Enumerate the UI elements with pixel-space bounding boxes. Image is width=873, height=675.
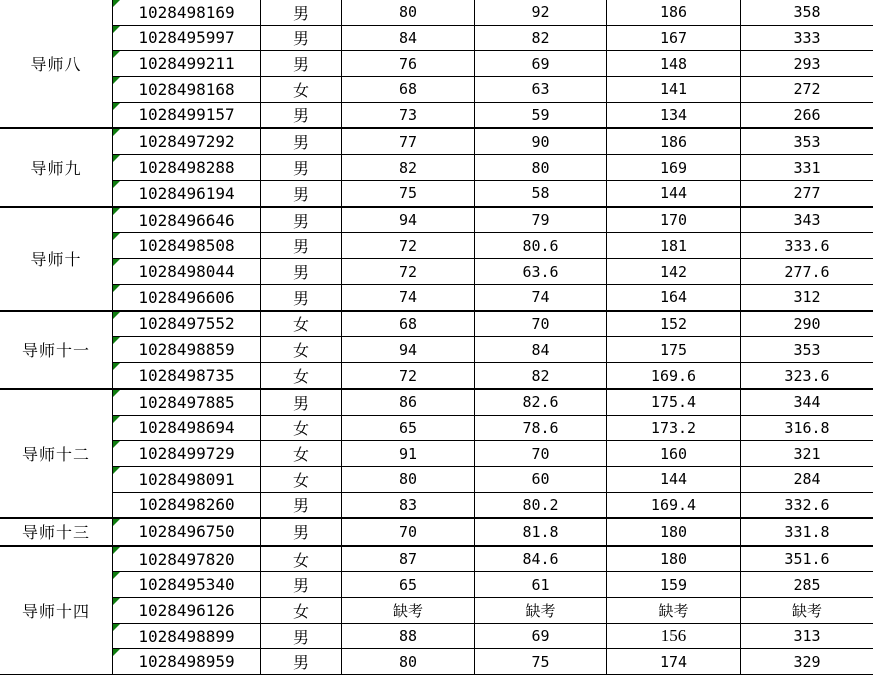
cell-corner-marker-icon [113, 0, 120, 7]
total-score-cell[interactable]: 353 [793, 340, 821, 359]
score2-cell[interactable]: 82 [475, 26, 607, 51]
score3-cell[interactable]: 169.4 [607, 493, 741, 518]
score3-cell[interactable]: 152 [607, 312, 741, 337]
group-rows [113, 129, 873, 205]
total-score-cell[interactable]: 290 [793, 314, 821, 333]
total-score-cell[interactable]: 266 [793, 105, 821, 124]
score3-cell[interactable]: 159 [607, 572, 741, 597]
table-row [113, 312, 873, 338]
cell-corner-marker-icon [113, 233, 120, 240]
table-row [113, 337, 873, 363]
score3-cell[interactable]: 186 [607, 129, 741, 154]
cell-corner-marker-icon [113, 208, 120, 215]
total-score-cell[interactable]: 277.6 [784, 262, 830, 281]
student-id-cell[interactable]: 1028497292 [113, 129, 261, 154]
cell-corner-marker-icon [113, 77, 120, 84]
tutor-group [0, 0, 873, 129]
cell-corner-marker-icon [113, 181, 120, 188]
table-row [113, 441, 873, 467]
score3-cell[interactable]: 160 [607, 441, 741, 466]
tutor-group [0, 208, 873, 312]
student-id-cell[interactable]: 1028498044 [113, 259, 261, 284]
gender-cell[interactable]: 男 [261, 51, 342, 76]
score2-cell[interactable]: 80.6 [475, 233, 607, 258]
score1-cell[interactable]: 73 [342, 103, 475, 128]
table-row [113, 416, 873, 442]
score1-cell[interactable]: 88 [342, 624, 475, 649]
tutor-name-cell[interactable]: 导师十 [0, 208, 113, 310]
total-score-cell[interactable]: 329 [793, 652, 821, 671]
score2-cell[interactable]: 84.6 [475, 547, 607, 572]
table-row [113, 572, 873, 598]
score1-cell[interactable]: 72 [342, 363, 475, 388]
table-row [113, 467, 873, 493]
score1-cell[interactable]: 74 [342, 285, 475, 310]
gender-cell[interactable]: 男 [261, 624, 342, 649]
group-rows [113, 547, 873, 674]
cell-corner-marker-icon [113, 312, 120, 319]
table-row [113, 390, 873, 416]
student-id-cell[interactable]: 1028495340 [113, 572, 261, 597]
gender-cell[interactable]: 男 [261, 103, 342, 128]
tutor-name-cell[interactable]: 导师十一 [0, 312, 113, 388]
student-id-cell[interactable]: 1028499157 [113, 103, 261, 128]
score1-cell[interactable]: 68 [342, 77, 475, 102]
gender-cell[interactable]: 女 [261, 467, 342, 492]
score2-cell[interactable]: 75 [475, 649, 607, 674]
cell-corner-marker-icon [113, 155, 120, 162]
gender-cell[interactable]: 男 [261, 155, 342, 180]
score3-cell[interactable]: 169.6 [607, 363, 741, 388]
score1-cell[interactable]: 86 [342, 390, 475, 415]
tutor-group [0, 129, 873, 207]
student-id-cell[interactable]: 1028498899 [113, 624, 261, 649]
table-row [113, 598, 873, 624]
group-rows [113, 0, 873, 127]
total-score-cell[interactable]: 缺考 [791, 601, 822, 620]
student-id-cell[interactable]: 1028498169 [113, 0, 261, 25]
student-id-cell[interactable]: 1028498859 [113, 337, 261, 362]
score1-cell[interactable]: 94 [342, 208, 475, 233]
cell-corner-marker-icon [113, 416, 120, 423]
gender-cell[interactable]: 男 [261, 493, 342, 518]
score3-cell[interactable]: 186 [607, 0, 741, 25]
score1-cell[interactable]: 87 [342, 547, 475, 572]
tutor-group [0, 519, 873, 546]
score2-cell[interactable]: 92 [475, 0, 607, 25]
score1-cell[interactable]: 65 [342, 416, 475, 441]
score2-cell[interactable]: 79 [475, 208, 607, 233]
gender-cell[interactable]: 女 [261, 441, 342, 466]
score2-cell[interactable]: 58 [475, 181, 607, 206]
cell-corner-marker-icon [113, 598, 120, 605]
table-row [113, 259, 873, 285]
gender-cell[interactable]: 男 [261, 572, 342, 597]
score1-cell[interactable]: 91 [342, 441, 475, 466]
table-row [113, 363, 873, 388]
total-score-cell[interactable]: 323.6 [784, 366, 830, 385]
tutor-group [0, 312, 873, 390]
score3-cell[interactable]: 164 [607, 285, 741, 310]
cell-corner-marker-icon [113, 51, 120, 58]
gender-cell[interactable]: 男 [261, 285, 342, 310]
gender-cell[interactable]: 男 [261, 208, 342, 233]
group-rows [113, 390, 873, 517]
score3-cell[interactable]: 181 [607, 233, 741, 258]
score1-cell[interactable]: 75 [342, 181, 475, 206]
table-row [113, 103, 873, 128]
score1-cell[interactable]: 72 [342, 233, 475, 258]
score2-cell[interactable]: 59 [475, 103, 607, 128]
score2-cell[interactable]: 缺考 [475, 598, 607, 623]
score3-cell[interactable]: 144 [607, 467, 741, 492]
student-id-cell[interactable]: 1028499211 [113, 51, 261, 76]
gender-cell[interactable]: 男 [261, 181, 342, 206]
cell-corner-marker-icon [113, 26, 120, 33]
score3-cell[interactable]: 148 [607, 51, 741, 76]
student-id-cell[interactable]: 1028498735 [113, 363, 261, 388]
gender-cell[interactable]: 男 [261, 26, 342, 51]
gender-cell[interactable]: 女 [261, 547, 342, 572]
table-row [113, 649, 873, 674]
tutor-name-cell[interactable]: 导师十三 [0, 519, 113, 544]
tutor-name-cell[interactable]: 导师十四 [0, 547, 113, 674]
total-score-cell[interactable]: 312 [793, 288, 821, 307]
group-rows [113, 519, 873, 544]
gender-cell[interactable]: 女 [261, 77, 342, 102]
cell-corner-marker-icon [113, 441, 120, 448]
total-score-cell[interactable]: 285 [793, 575, 821, 594]
score1-cell[interactable]: 72 [342, 259, 475, 284]
total-score-cell[interactable]: 293 [793, 54, 821, 73]
cell-corner-marker-icon [113, 519, 120, 526]
table-row [113, 285, 873, 310]
tutor-name-cell[interactable]: 导师九 [0, 129, 113, 205]
gender-cell[interactable]: 男 [261, 0, 342, 25]
score2-cell[interactable]: 78.6 [475, 416, 607, 441]
total-score-cell[interactable]: 313 [793, 627, 821, 646]
gender-cell[interactable]: 女 [261, 312, 342, 337]
student-id-cell[interactable]: 1028496126 [113, 598, 261, 623]
cell-corner-marker-icon [113, 259, 120, 266]
score1-cell[interactable]: 70 [342, 519, 475, 544]
score2-cell[interactable]: 69 [475, 51, 607, 76]
gender-cell[interactable]: 女 [261, 337, 342, 362]
table-row [113, 77, 873, 103]
student-id-cell[interactable]: 1028496606 [113, 285, 261, 310]
gender-cell[interactable]: 女 [261, 363, 342, 388]
total-score-cell[interactable]: 343 [793, 211, 821, 230]
score3-cell[interactable]: 144 [607, 181, 741, 206]
score3-cell[interactable]: 缺考 [607, 598, 741, 623]
student-id-cell[interactable]: 1028497820 [113, 547, 261, 572]
gender-cell[interactable]: 男 [261, 519, 342, 544]
score2-cell[interactable]: 61 [475, 572, 607, 597]
tutor-name-cell[interactable]: 导师十二 [0, 390, 113, 517]
cell-corner-marker-icon [113, 390, 120, 397]
student-id-cell[interactable]: 1028498288 [113, 155, 261, 180]
score3-cell[interactable]: 134 [607, 103, 741, 128]
table-row [113, 26, 873, 52]
score2-cell[interactable]: 81.8 [475, 519, 607, 544]
tutor-group [0, 547, 873, 675]
gender-cell[interactable]: 男 [261, 233, 342, 258]
score3-cell[interactable]: 167 [607, 26, 741, 51]
score1-cell[interactable]: 94 [342, 337, 475, 362]
table-row [113, 129, 873, 155]
score1-cell[interactable]: 82 [342, 155, 475, 180]
cell-corner-marker-icon [113, 572, 120, 579]
score2-cell[interactable]: 90 [475, 129, 607, 154]
table-row [113, 181, 873, 206]
score2-cell[interactable]: 80.2 [475, 493, 607, 518]
score3-cell[interactable]: 175.4 [607, 390, 741, 415]
gender-cell[interactable]: 女 [261, 416, 342, 441]
student-id-cell[interactable]: 1028496750 [113, 519, 261, 544]
group-rows [113, 312, 873, 388]
student-id-cell[interactable]: 1028498694 [113, 416, 261, 441]
score2-cell[interactable]: 63.6 [475, 259, 607, 284]
table-row [113, 519, 873, 544]
gender-cell[interactable]: 男 [261, 649, 342, 674]
score2-cell[interactable]: 80 [475, 155, 607, 180]
tutor-group [0, 390, 873, 519]
gender-cell[interactable]: 女 [261, 598, 342, 623]
cell-corner-marker-icon [113, 129, 120, 136]
score2-cell[interactable]: 69 [475, 624, 607, 649]
score3-cell[interactable]: 170 [607, 208, 741, 233]
table-row [113, 624, 873, 650]
score1-cell[interactable]: 65 [342, 572, 475, 597]
student-id-cell[interactable]: 1028498260 [113, 493, 261, 518]
table-row [113, 208, 873, 234]
total-score-cell[interactable]: 344 [793, 393, 821, 412]
score1-cell[interactable]: 80 [342, 649, 475, 674]
gender-cell[interactable]: 男 [261, 390, 342, 415]
table-row [113, 547, 873, 573]
score2-cell[interactable]: 74 [475, 285, 607, 310]
score2-cell[interactable]: 82 [475, 363, 607, 388]
student-id-cell[interactable]: 1028497552 [113, 312, 261, 337]
score3-cell[interactable]: 173.2 [607, 416, 741, 441]
score2-cell[interactable]: 82.6 [475, 390, 607, 415]
total-score-cell[interactable]: 316.8 [784, 418, 830, 437]
cell-corner-marker-icon [113, 363, 120, 370]
total-score-cell[interactable]: 333.6 [784, 236, 830, 255]
cell-corner-marker-icon [113, 547, 120, 554]
student-id-cell[interactable]: 1028498091 [113, 467, 261, 492]
score3-cell[interactable]: 174 [607, 649, 741, 674]
gender-cell[interactable]: 男 [261, 259, 342, 284]
cell-corner-marker-icon [113, 624, 120, 631]
score3-cell[interactable]: 180 [607, 519, 741, 544]
student-id-cell[interactable]: 1028499729 [113, 441, 261, 466]
student-id-cell[interactable]: 1028498168 [113, 77, 261, 102]
student-id-cell[interactable]: 1028496646 [113, 208, 261, 233]
score2-cell[interactable]: 63 [475, 77, 607, 102]
score2-cell[interactable]: 70 [475, 312, 607, 337]
cell-corner-marker-icon [113, 285, 120, 292]
student-id-cell[interactable]: 1028495997 [113, 26, 261, 51]
score1-cell[interactable]: 76 [342, 51, 475, 76]
table-row [113, 51, 873, 77]
cell-corner-marker-icon [113, 337, 120, 344]
student-id-cell[interactable]: 1028496194 [113, 181, 261, 206]
total-score-cell[interactable]: 321 [793, 444, 821, 463]
total-score-cell[interactable]: 331.8 [784, 522, 830, 541]
cell-corner-marker-icon [113, 103, 120, 110]
tutor-name-cell[interactable]: 导师八 [0, 0, 113, 127]
score2-cell[interactable]: 70 [475, 441, 607, 466]
total-score-cell[interactable]: 358 [793, 3, 821, 22]
total-score-cell[interactable]: 284 [793, 470, 821, 489]
score1-cell[interactable]: 83 [342, 493, 475, 518]
table-row [113, 155, 873, 181]
score3-cell[interactable]: 156 [607, 624, 741, 649]
cell-corner-marker-icon [113, 467, 120, 474]
score3-cell[interactable]: 141 [607, 77, 741, 102]
score2-cell[interactable]: 84 [475, 337, 607, 362]
score1-cell[interactable]: 缺考 [342, 598, 475, 623]
total-score-cell[interactable]: 332.6 [784, 495, 830, 514]
student-id-cell[interactable]: 1028498508 [113, 233, 261, 258]
score3-cell[interactable]: 175 [607, 337, 741, 362]
score1-cell[interactable]: 80 [342, 0, 475, 25]
score1-cell[interactable]: 77 [342, 129, 475, 154]
total-score-cell[interactable]: 333 [793, 28, 821, 47]
score2-cell[interactable]: 60 [475, 467, 607, 492]
student-id-cell[interactable]: 1028497885 [113, 390, 261, 415]
score1-cell[interactable]: 68 [342, 312, 475, 337]
table-row [113, 493, 873, 518]
score3-cell[interactable]: 180 [607, 547, 741, 572]
cell-corner-marker-icon [113, 649, 120, 656]
total-score-cell[interactable]: 277 [793, 184, 821, 203]
table-row [113, 0, 873, 26]
total-score-cell[interactable]: 272 [793, 80, 821, 99]
total-score-cell[interactable]: 331 [793, 158, 821, 177]
total-score-cell[interactable]: 351.6 [784, 550, 830, 569]
score3-cell[interactable]: 142 [607, 259, 741, 284]
total-score-cell[interactable]: 353 [793, 132, 821, 151]
student-id-cell[interactable]: 1028498959 [113, 649, 261, 674]
score1-cell[interactable]: 80 [342, 467, 475, 492]
score3-cell[interactable]: 169 [607, 155, 741, 180]
score1-cell[interactable]: 84 [342, 26, 475, 51]
table-row [113, 233, 873, 259]
group-rows [113, 208, 873, 310]
gender-cell[interactable]: 男 [261, 129, 342, 154]
